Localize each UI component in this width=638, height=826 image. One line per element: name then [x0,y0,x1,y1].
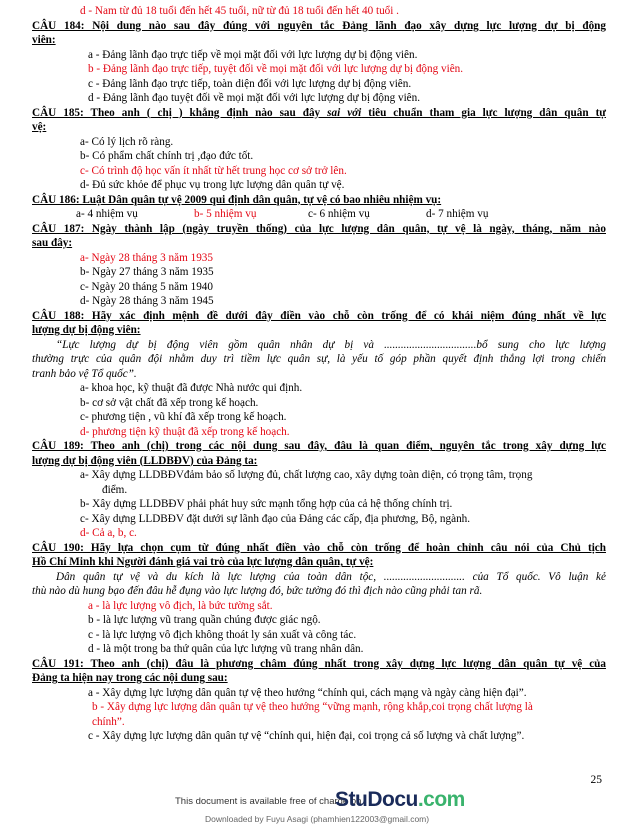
answer-191-c: c - Xây dựng lực lượng dân quân tự vệ “chính qui, hiện đại, coi trọng cả số lượng và chất lượng”. [88,730,525,742]
answer-189-a: a- Xây dựng LLDBĐVđảm bảo số lượng đủ, chất lượng cao, xây dựng toàn diện, có trọng tâm, trọng [80,469,533,481]
answer-186-b: b- 5 nhiệm vụ [194,208,257,220]
answer-190-a: a - là lực lượng vô địch, là bức tường sắt. [88,599,273,612]
answer-187-c: c- Ngày 20 tháng 5 năm 1940 [80,280,213,293]
brand-tld: .com [417,788,465,811]
answer-190-b: b - là lực lượng vũ trang quần chúng được giác ngộ. [88,614,321,626]
answer-185-c: c- Có trình độ học vấn ít nhất từ hết trung học cơ sở trở lên. [80,164,347,177]
answer-190-c: c - là lực lượng vô địch không thoát ly sản xuất và công tác. [88,628,357,641]
question-185-post: tiêu chuẩn tham gia lực lượng dân quân tự [361,106,607,119]
answer-191-b-cont: chính”. [92,715,125,728]
question-187: CÂU 187: Ngày thành lập (ngày truyền thống) của lực lượng dân quân, tự vệ là ngày, tháng, năm nào [32,222,606,235]
answers-186 [32,207,606,222]
question-188-cont: lượng dự bị động viên: [32,324,141,336]
answer-185-d: d- Đủ sức khỏe để phục vụ trong lực lượng dân quân tự vệ. [80,179,345,191]
question-184: CÂU 184: Nội dung nào sau đây đúng với nguyên tắc Đảng lãnh đạo xây dựng lực lượng dự bị động [32,19,606,32]
question-187-cont: sau đây: [32,237,73,249]
page-number: 25 [590,774,602,786]
answer-189-b: b- Xây dựng LLDBĐV phải phát huy sức mạnh tổng hợp của cả hệ thống chính trị. [80,498,453,510]
footer [0,788,638,826]
passage-188-line1: “Lực lượng dự bị động viên gồm quân nhân dự bị và .................................bổ sung cho lực lượng [56,338,606,351]
brand-main: StuDocu [335,788,418,811]
answer-188-c: c- phương tiện , vũ khí đã xếp trong kế hoạch. [80,411,287,423]
question-184-cont: viên: [32,34,56,46]
answer-191-b: b - Xây dựng lực lượng dân quân tự vệ theo hướng “vững mạnh, rộng khắp,coi trọng chất lượng là [92,701,533,713]
answer-186-a: a- 4 nhiệm vụ [76,208,138,220]
question-191-cont: Đảng ta hiện nay trong các nội dung sau: [32,672,228,684]
document-page [32,4,606,744]
question-185-pre: CÂU 185: Theo anh ( chị ) khẳng định nào sau đây [32,106,328,119]
question-191: CÂU 191: Theo anh (chị) đâu là phương châm đúng nhất trong xây dựng lực lượng dân quân tự vệ của [32,657,606,670]
question-189-cont: lượng dự bị động viên (LLDBĐV) của Đảng ta: [32,454,258,467]
answer-187-a: a- Ngày 28 tháng 3 năm 1935 [80,251,213,264]
question-185-emphasis: sai với [327,106,362,119]
answer-187-d: d- Ngày 28 tháng 3 năm 1945 [80,295,214,307]
answer-184-a: a - Đảng lãnh đạo trực tiếp về mọi mặt đối với lực lượng dự bị động viên. [88,48,418,61]
answer-190-d: d - là một trong ba thứ quân của lực lượng vũ trang nhân dân. [88,643,364,655]
answer-186-c: c- 6 nhiệm vụ [308,208,370,220]
question-185 [32,106,606,121]
answer-184-c: c - Đảng lãnh đạo trực tiếp, toàn diện đối với lực lượng dự bị động viên. [88,77,412,90]
answer-189-d: d- Cả a, b, c. [80,527,137,539]
answer-188-a: a- khoa học, kỹ thuật đã được Nhà nước qui định. [80,382,303,394]
answer-185-a: a- Có lý lịch rõ ràng. [80,135,174,148]
question-185-cont: vệ: [32,121,47,133]
quote-190-line1: Dân quân tự vệ và du kích là lực lượng của toàn dân tộc, ............................. của Tổ quốc. Vô luận kẻ [56,570,606,583]
answer-188-d: d- phương tiện kỹ thuật đã xếp trong kế hoạch. [80,425,290,438]
question-188: CÂU 188: Hãy xác định mệnh đề dưới đây điền vào chỗ còn trống để có khái niệm đúng nhất về lực [32,309,606,322]
question-190-cont: Hồ Chí Minh khi Người đánh giá vai trò của lực lượng dân quân, tự vệ: [32,556,374,568]
answer-188-b: b- cơ sở vật chất đã xếp trong kế hoạch. [80,396,259,409]
quote-190-line2: thù nào dù hung bạo đến đâu hễ đụng vào lực lượng đó, bức tường đó thì địch nào cũng phải tan rã. [32,585,483,597]
footer-notice: This document is available free of charge on [175,796,362,807]
passage-188-line2: thường trực của quân đội nhằm duy trì tiềm lực quân sự, là yếu tố góp phần quyết định thắng lợi trong chiến [32,353,606,365]
answer-189-c: c- Xây dựng LLDBĐV đặt dưới sự lãnh đạo của Đảng các cấp, địa phương, Bộ, ngành. [80,512,471,525]
answer-185-b: b- Có phẩm chất chính trị ,đạo đức tốt. [80,150,254,162]
answer-186-d: d- 7 nhiệm vụ [426,208,489,220]
answer-184-d: d - Đảng lãnh đạo tuyệt đối về mọi mặt đối với lực lượng dự bị động viên. [88,92,421,104]
question-189: CÂU 189: Theo anh (chị) trong các nội dung sau đây, đâu là quan điểm, nguyên tắc trong xây dựng lực [32,440,606,452]
passage-188-line3: tranh bảo vệ Tổ quốc”. [32,367,137,380]
question-190: CÂU 190: Hãy lựa chọn cụm từ đúng nhất điền vào chỗ còn trống để hoàn chỉnh câu nói của Chủ tịch [32,541,606,554]
answer-189-a-cont: điểm. [102,483,128,496]
question-186: CÂU 186: Luật Dân quân tự vệ 2009 qui định dân quân, tự vệ có bao nhiêu nhiệm vụ: [32,193,442,206]
answer-191-a: a - Xây dựng lực lượng dân quân tự vệ theo hướng “chính qui, cách mạng và ngày càng hiện đại”. [88,686,527,699]
answer-184-b: b - Đảng lãnh đạo trực tiếp, tuyệt đối về mọi mặt đối với lực lượng dự bị động viên. [88,63,464,75]
answer-183-d: d - Nam từ đủ 18 tuổi đến hết 45 tuổi, nữ từ đủ 18 tuổi đến hết 40 tuổi . [80,5,399,17]
studocu-logo[interactable] [335,788,465,812]
footer-download-info: Downloaded by Fuyu Asagi (phamhien122003@gmail.com) [205,814,430,824]
answer-187-b: b- Ngày 27 tháng 3 năm 1935 [80,266,214,278]
